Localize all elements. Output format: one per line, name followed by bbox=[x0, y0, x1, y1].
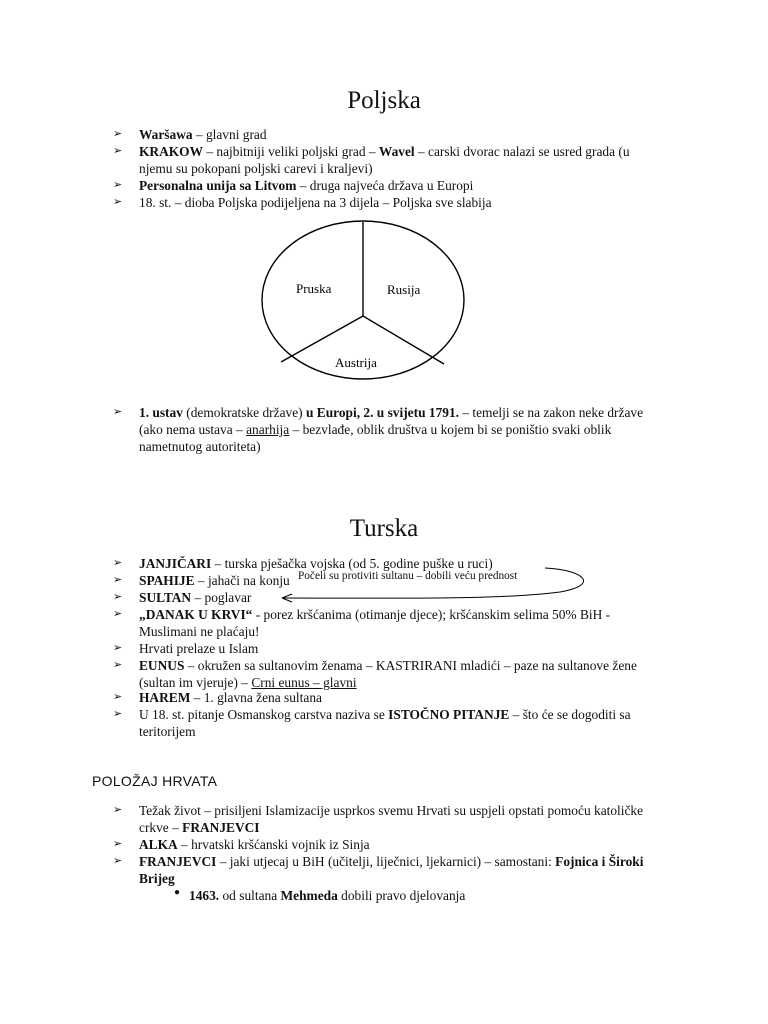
list-item: FRANJEVCI – jaki utjecaj u BiH (učitelji, liječnici, ljekarnici) – samostani: Fojnica i Široki bbox=[139, 854, 644, 869]
round-bullet-icon: ● bbox=[174, 887, 181, 898]
arrow-bullet-icon: ➢ bbox=[113, 804, 123, 816]
list-item: SPAHIJE – jahači na konju bbox=[139, 573, 290, 588]
list-item: KRAKOW – najbitniji veliki poljski grad – Wavel – carski dvorac nalazi se usred grada (u bbox=[139, 144, 630, 159]
list-item: „DANAK U KRVI“ - porez kršćanima (otimanje djece); kršćanskim selima 50% BiH - bbox=[139, 607, 611, 622]
arrow-bullet-icon: ➢ bbox=[113, 708, 123, 720]
arrow-bullet-icon: ➢ bbox=[113, 145, 123, 157]
arrow-bullet-icon: ➢ bbox=[113, 855, 123, 867]
pie-label-rusija: Rusija bbox=[387, 282, 421, 297]
arrow-bullet-icon: ➢ bbox=[113, 196, 123, 208]
list-item: 18. st. – dioba Poljska podijeljena na 3 dijela – Poljska sve slabija bbox=[139, 195, 492, 210]
list-item-continuation: (ako nema ustava – anarhija – bezvlađe, oblik društva u kojem bi se poništio svaki oblik bbox=[139, 422, 612, 437]
list-item: Hrvati prelaze u Islam bbox=[139, 641, 259, 656]
list-item-continuation: crkve – FRANJEVCI bbox=[139, 820, 260, 835]
arrow-bullet-icon: ➢ bbox=[113, 591, 123, 603]
pie-label-austrija: Austrija bbox=[335, 355, 377, 370]
arrow-bullet-icon: ➢ bbox=[113, 179, 123, 191]
list-item: Težak život – prisiljeni Islamizacije usprkos svemu Hrvati su uspjeli opstati pomoću katoličke bbox=[139, 803, 644, 818]
list-item: EUNUS – okružen sa sultanovim ženama – KASTRIRANI mladići – paze na sultanove žene bbox=[139, 658, 637, 673]
arrow-bullet-icon: ➢ bbox=[113, 557, 123, 569]
arrow-bullet-icon: ➢ bbox=[113, 406, 123, 418]
page-title-turska: Turska bbox=[349, 515, 419, 542]
arrow-bullet-icon: ➢ bbox=[113, 574, 123, 586]
list-item: SULTAN – poglavar bbox=[139, 590, 252, 605]
list-item-continuation: nametnutog autoriteta) bbox=[139, 439, 261, 454]
list-item: HAREM – 1. glavna žena sultana bbox=[139, 690, 322, 705]
list-item: ALKA – hrvatski kršćanski vojnik iz Sinja bbox=[139, 837, 370, 852]
handwritten-note: Počeli su protiviti sultanu – dobili veću prednost bbox=[298, 570, 518, 582]
list-item-continuation: Brijeg bbox=[139, 871, 175, 886]
arrow-bullet-icon: ➢ bbox=[113, 128, 123, 140]
list-item: Personalna unija sa Litvom – druga najveća država u Europi bbox=[139, 178, 474, 193]
section-heading: POLOŽAJ HRVATA bbox=[92, 773, 218, 789]
arrow-bullet-icon: ➢ bbox=[113, 642, 123, 654]
arrow-bullet-icon: ➢ bbox=[113, 838, 123, 850]
list-item-continuation: njemu su pokopani poljski carevi i kraljevi) bbox=[139, 161, 373, 176]
list-item-continuation: (sultan im vjeruje) – Crni eunus – glavni bbox=[139, 675, 357, 690]
list-item-continuation: Muslimani ne plaćaju! bbox=[139, 624, 260, 639]
sub-list-item: 1463. od sultana Mehmeda dobili pravo djelovanja bbox=[189, 888, 466, 903]
list-item: Waršawa – glavni grad bbox=[139, 127, 267, 142]
arrow-bullet-icon: ➢ bbox=[113, 659, 123, 671]
pie-label-pruska: Pruska bbox=[296, 281, 332, 296]
list-item: U 18. st. pitanje Osmanskog carstva naziva se ISTOČNO PITANJE – što će se dogoditi sa bbox=[139, 707, 631, 722]
list-item: 1. ustav (demokratske države) u Europi, 2. u svijetu 1791. – temelji se na zakon neke države bbox=[139, 405, 644, 420]
list-item: JANJIČARI – turska pješačka vojska (od 5. godine puške u ruci) bbox=[139, 556, 493, 571]
page-title-poljska: Poljska bbox=[347, 87, 421, 114]
arrow-bullet-icon: ➢ bbox=[113, 608, 123, 620]
arrow-bullet-icon: ➢ bbox=[113, 691, 123, 703]
list-item-continuation: teritorijem bbox=[139, 724, 196, 739]
